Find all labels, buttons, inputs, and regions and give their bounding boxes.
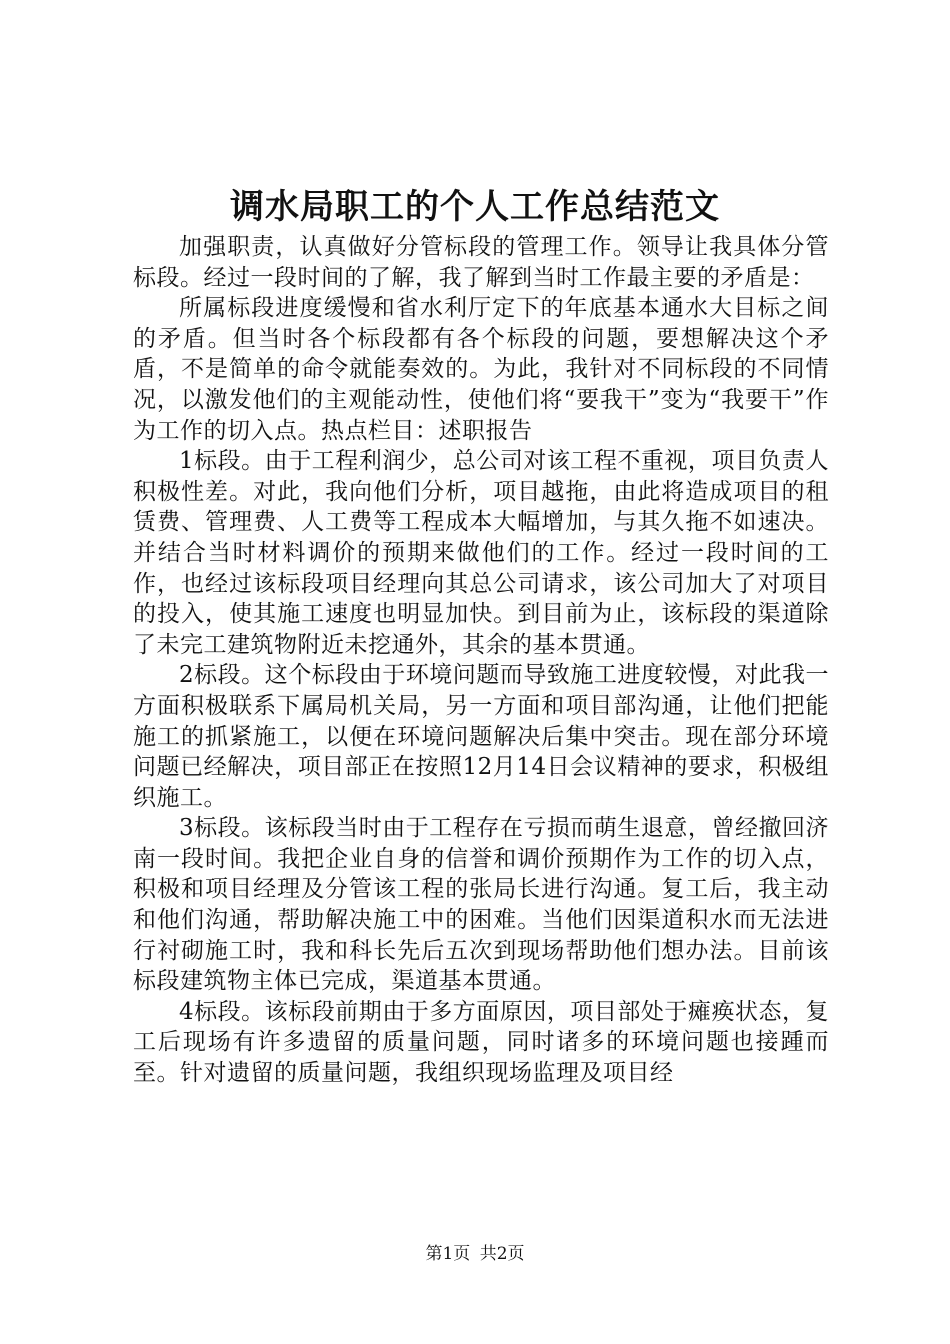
paragraph: 所属标段进度缓慢和省水利厅定下的年底基本通水大目标之间的矛盾。但当时各个标段都有各个标段的问题，要想解决这个矛盾，不是简单的命令就能奏效的。为此，我针对不同标段的不同情况，以激发他们的主观能动性，使他们将“要我干”变为“我要干”作为工作的切入点。热点栏目：述职报告 <box>133 295 829 444</box>
paragraph: 加强职责，认真做好分管标段的管理工作。领导让我具体分管标段。经过一段时间的了解，我了解到当时工作最主要的矛盾是： <box>133 234 829 291</box>
paragraph: 4标段。该标段前期由于多方面原因，项目部处于瘫痪状态，复工后现场有许多遗留的质量问题，同时诸多的环境问题也接踵而至。针对遗留的质量问题，我组织现场监理及项目经 <box>133 998 829 1087</box>
paragraph: 1标段。由于工程利润少，总公司对该工程不重视，项目负责人积极性差。对此，我向他们分析，项目越拖，由此将造成项目的租赁费、管理费、人工费等工程成本大幅增加，与其久拖不如速决。并结合当时材料调价的预期来做他们的工作。经过一段时间的工作，也经过该标段项目经理向其总公司请求，该公司加大了对项目的投入，使其施工速度也明显加快。到目前为止，该标段的渠道除了未完工建筑物附近未挖通外，其余的基本贯通。 <box>133 448 829 658</box>
document-title: 调水局职工的个人工作总结范文 <box>230 187 720 227</box>
page-number-current: 第1页 <box>425 1244 471 1264</box>
page-footer <box>0 1242 950 1266</box>
document-body <box>133 232 829 1089</box>
page-number-total: 共2页 <box>479 1244 525 1264</box>
paragraph: 2标段。这个标段由于环境问题而导致施工进度较慢，对此我一方面积极联系下属局机关局，另一方面和项目部沟通，让他们把能施工的抓紧施工，以便在环境问题解决后集中突击。现在部分环境问题已经解决，项目部正在按照12月14日会议精神的要求，积极组织施工。 <box>133 662 829 811</box>
paragraph: 3标段。该标段当时由于工程存在亏损而萌生退意，曾经撤回济南一段时间。我把企业自身的信誉和调价预期作为工作的切入点，积极和项目经理及分管该工程的张局长进行沟通。复工后，我主动和他们沟通，帮助解决施工中的困难。当他们因渠道积水而无法进行衬砌施工时，我和科长先后五次到现场帮助他们想办法。目前该标段建筑物主体已完成，渠道基本贯通。 <box>133 815 829 995</box>
